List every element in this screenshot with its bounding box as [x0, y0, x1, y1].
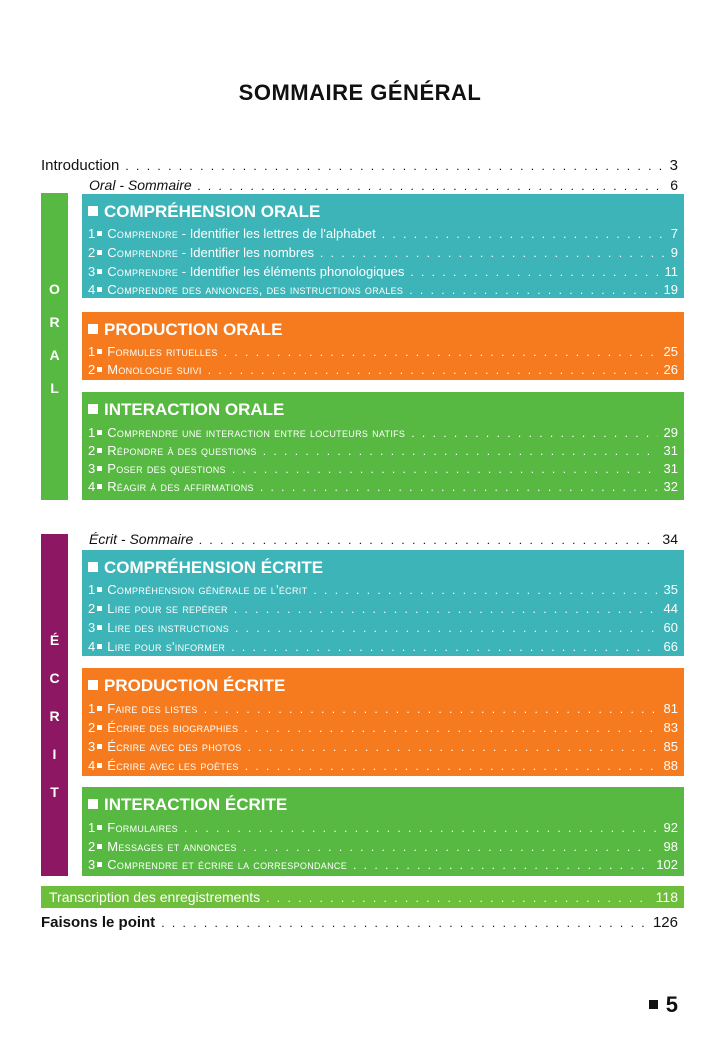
toc-label: Oral - Sommaire — [89, 177, 192, 193]
section-heading: INTERACTION ORALE — [88, 400, 284, 420]
square-bullet-icon — [97, 844, 102, 849]
toc-page: 102 — [656, 857, 678, 872]
dot-leader — [245, 759, 658, 773]
square-bullet-icon — [97, 725, 102, 730]
section-interaction-ecrite — [82, 787, 684, 876]
sidebar-ecrit — [41, 534, 68, 876]
toc-page: 19 — [663, 282, 678, 297]
toc-item[interactable]: 3 Comprendre et écrire la correspondance . . . 102 — [88, 857, 678, 872]
toc-item[interactable]: 1 Formules rituelles . . . 25 — [88, 344, 678, 359]
square-bullet-icon — [88, 799, 98, 809]
dot-leader — [248, 740, 658, 754]
section-production-ecrite — [82, 668, 684, 776]
toc-label: Introduction — [41, 157, 120, 174]
section-heading: COMPRÉHENSION ÉCRITE — [88, 558, 323, 578]
square-bullet-icon — [97, 367, 102, 372]
square-bullet-icon — [97, 269, 102, 274]
square-bullet-icon — [97, 606, 102, 611]
dot-leader — [353, 858, 650, 872]
section-production-orale — [82, 312, 684, 380]
toc-item[interactable]: 4 Écrire avec les poètes . . . 88 — [88, 758, 678, 773]
dot-leader — [260, 480, 658, 494]
toc-item[interactable]: 1 Formulaires . . . 92 — [88, 820, 678, 835]
toc-page: 11 — [664, 264, 678, 279]
toc-label: Faisons le point — [41, 914, 156, 931]
toc-transcription-bar — [41, 886, 684, 908]
section-comprehension-orale — [82, 194, 684, 298]
dot-leader — [263, 444, 658, 458]
square-bullet-icon — [97, 430, 102, 435]
section-interaction-orale — [82, 392, 684, 500]
square-bullet-icon — [97, 484, 102, 489]
square-bullet-icon — [97, 287, 102, 292]
toc-page: 34 — [662, 531, 678, 547]
dot-leader — [410, 265, 658, 279]
dot-leader — [224, 345, 658, 359]
toc-oral-sommaire[interactable] — [89, 177, 678, 193]
toc-page: 92 — [663, 820, 678, 835]
section-heading: PRODUCTION ORALE — [88, 320, 283, 340]
toc-page: 66 — [663, 639, 678, 654]
dot-leader — [184, 821, 658, 835]
toc-item[interactable]: 4 Lire pour s'informer . . . 66 — [88, 639, 678, 654]
square-bullet-icon — [97, 625, 102, 630]
toc-page: 25 — [663, 344, 678, 359]
dot-leader — [232, 462, 658, 476]
toc-page: 32 — [663, 479, 678, 494]
toc-page: 83 — [663, 720, 678, 735]
square-bullet-icon — [97, 744, 102, 749]
toc-item[interactable]: 1 Faire des listes . . . 81 — [88, 701, 678, 716]
dot-leader — [204, 702, 658, 716]
toc-item[interactable]: 2 Lire pour se repérer . . . 44 — [88, 601, 678, 616]
square-bullet-icon — [97, 587, 102, 592]
square-bullet-icon — [88, 680, 98, 690]
dot-leader — [266, 891, 650, 905]
toc-item[interactable]: 3 Écrire avec des photos . . . 85 — [88, 739, 678, 754]
section-heading: INTERACTION ÉCRITE — [88, 795, 287, 815]
toc-page: 7 — [670, 226, 678, 241]
dot-leader — [409, 283, 657, 297]
section-heading: PRODUCTION ÉCRITE — [88, 676, 285, 696]
toc-page: 29 — [663, 425, 678, 440]
toc-label: Écrit - Sommaire — [89, 531, 194, 547]
toc-item[interactable]: 4 Comprendre des annonces, des instructions orales . . . 19 — [88, 282, 678, 297]
square-bullet-icon — [97, 448, 102, 453]
square-bullet-icon — [88, 404, 98, 414]
dot-leader — [411, 426, 657, 440]
toc-item[interactable]: 2 Écrire des biographies . . . 83 — [88, 720, 678, 735]
toc-item[interactable]: 1 Compréhension générale de l'écrit . . . 35 — [88, 582, 678, 597]
toc-ecrit-sommaire[interactable] — [89, 531, 678, 547]
toc-item[interactable]: 2 Messages et annonces . . . 98 — [88, 839, 678, 854]
toc-page: 118 — [655, 889, 678, 905]
toc-item[interactable]: 1 Comprendre une interaction entre locuteurs natifs . . . 29 — [88, 425, 678, 440]
toc-page: 88 — [663, 758, 678, 773]
toc-page: 126 — [652, 914, 678, 931]
toc-item[interactable]: 3 Comprendre - Identifier les éléments phonologiques . . . 11 — [88, 264, 678, 279]
square-bullet-icon — [97, 644, 102, 649]
toc-page: 26 — [663, 362, 678, 377]
dot-leader — [243, 840, 658, 854]
page-number: 5 — [649, 992, 678, 1018]
toc-page: 81 — [663, 701, 678, 716]
toc-item[interactable]: 1 Comprendre - Identifier les lettres de l'alphabet . . . 7 — [88, 226, 678, 241]
toc-page: 85 — [663, 739, 678, 754]
dot-leader — [198, 179, 665, 193]
square-bullet-icon — [97, 231, 102, 236]
toc-transcription[interactable] — [49, 889, 678, 905]
toc-label: Transcription des enregistrements — [49, 889, 261, 905]
section-comprehension-ecrite — [82, 550, 684, 656]
dot-leader — [125, 159, 663, 173]
square-bullet-icon — [97, 349, 102, 354]
toc-page: 35 — [663, 582, 678, 597]
sidebar-oral-letters: O R A L — [49, 281, 60, 396]
section-heading: COMPRÉHENSION ORALE — [88, 202, 320, 222]
square-bullet-icon — [97, 250, 102, 255]
dot-leader — [313, 583, 657, 597]
page-title: SOMMAIRE GÉNÉRAL — [238, 80, 482, 105]
dot-leader — [382, 227, 665, 241]
square-bullet-icon — [97, 706, 102, 711]
square-bullet-icon — [88, 206, 98, 216]
toc-item[interactable]: 2 Répondre à des questions . . . 31 — [88, 443, 678, 458]
dot-leader — [231, 640, 657, 654]
square-bullet-icon — [97, 466, 102, 471]
dot-leader — [208, 363, 658, 377]
toc-item[interactable]: 3 Lire des instructions . . . 60 — [88, 620, 678, 635]
toc-page: 44 — [663, 601, 678, 616]
toc-faisons-le-point[interactable] — [41, 914, 678, 931]
toc-item[interactable]: 2 Monologue suivi . . . 26 — [88, 362, 678, 377]
toc-page: 31 — [663, 461, 678, 476]
toc-page: 6 — [670, 177, 678, 193]
toc-page: 31 — [663, 443, 678, 458]
dot-leader — [234, 602, 658, 616]
toc-page: 60 — [663, 620, 678, 635]
toc-page: 98 — [663, 839, 678, 854]
square-bullet-icon — [649, 1000, 658, 1009]
toc-item[interactable]: 4 Réagir à des affirmations . . . 32 — [88, 479, 678, 494]
square-bullet-icon — [97, 763, 102, 768]
toc-page: 9 — [670, 245, 678, 260]
dot-leader — [244, 721, 657, 735]
dot-leader — [199, 533, 656, 547]
dot-leader — [320, 246, 665, 260]
sidebar-oral — [41, 193, 68, 500]
toc-page: 3 — [669, 157, 678, 174]
square-bullet-icon — [97, 825, 102, 830]
toc-introduction[interactable] — [41, 157, 678, 174]
dot-leader — [235, 621, 658, 635]
toc-item[interactable]: 3 Poser des questions . . . 31 — [88, 461, 678, 476]
square-bullet-icon — [88, 562, 98, 572]
square-bullet-icon — [97, 862, 102, 867]
sidebar-ecrit-letters: É C R I T — [49, 632, 60, 800]
dot-leader — [161, 916, 647, 930]
toc-item[interactable]: 2 Comprendre - Identifier les nombres . . . 9 — [88, 245, 678, 260]
square-bullet-icon — [88, 324, 98, 334]
